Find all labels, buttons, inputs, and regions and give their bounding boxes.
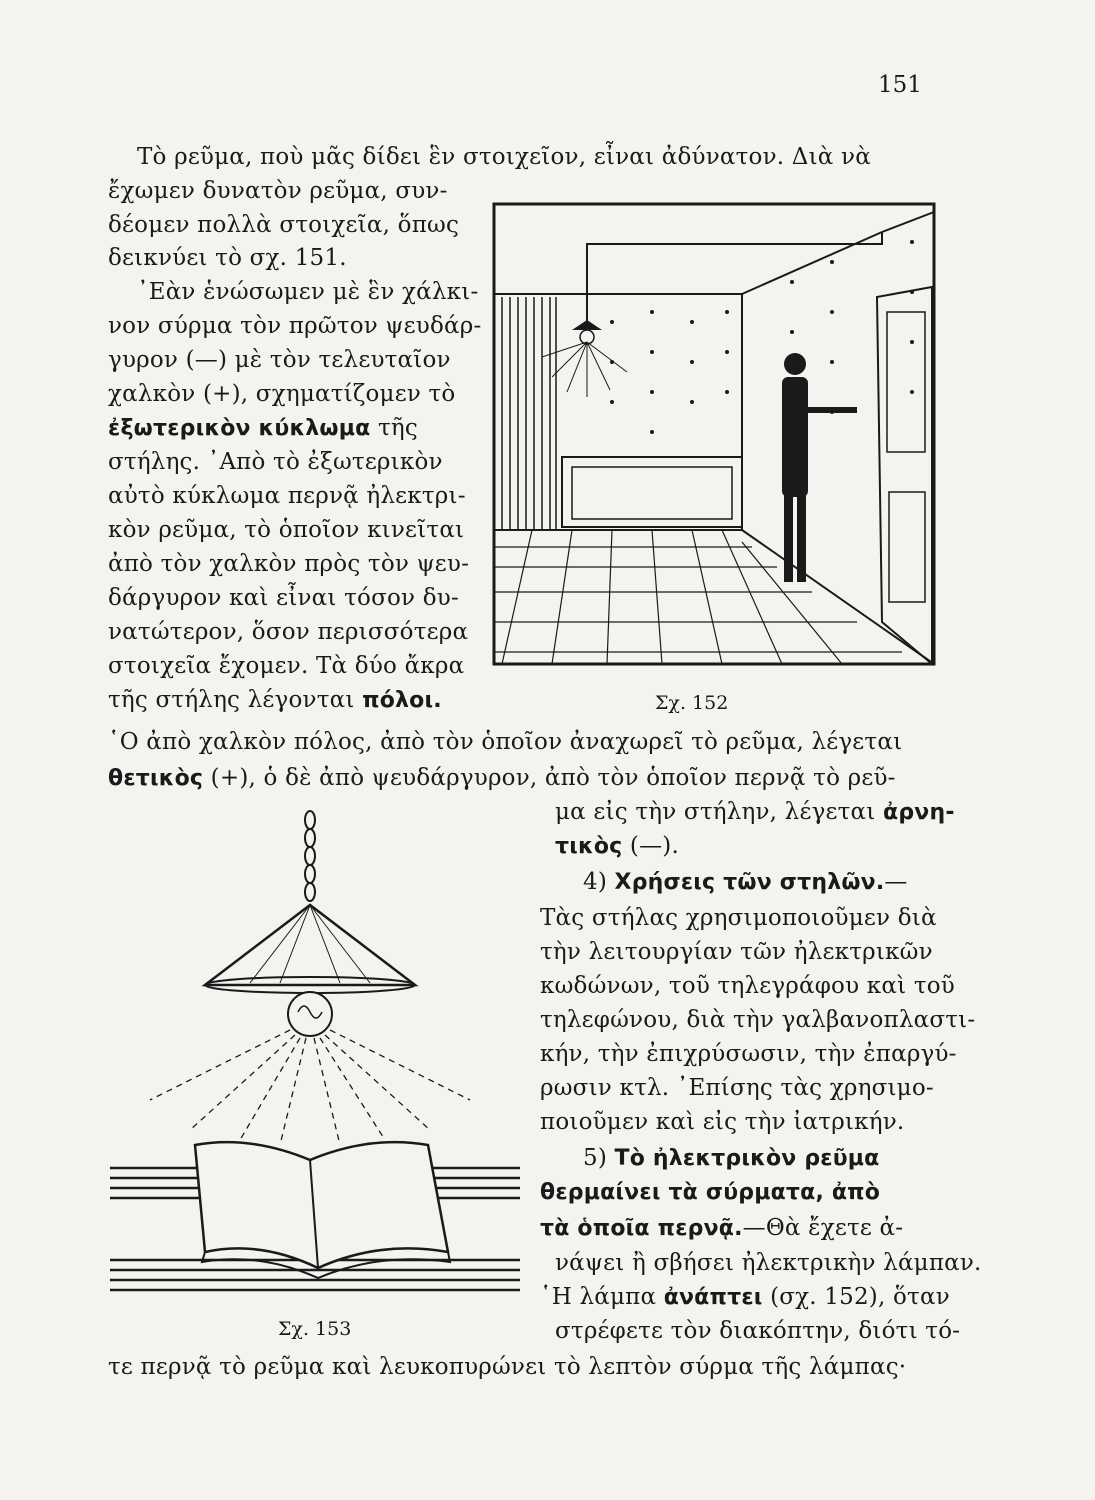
- text-line: τηλεφώνου, διὰ τὴν γαλβανοπλαστι-: [540, 1007, 976, 1033]
- text-span: (—).: [622, 833, 679, 859]
- text-span: —: [884, 869, 908, 895]
- figure-152-room-illustration: [492, 202, 938, 668]
- text-line: νον σύρμα τὸν πρῶτον ψευδάρ-: [108, 313, 482, 339]
- heading-text: Τὸ ἠλεκτρικὸν ρεῦμα: [614, 1146, 880, 1171]
- text-span: ῾Η λάμπα: [540, 1284, 664, 1310]
- text-line: [108, 763, 896, 794]
- text-line: δέομεν πολλὰ στοιχεῖα, ὅπως: [108, 212, 460, 238]
- figure-153-caption: Σχ. 153: [278, 1318, 352, 1340]
- figure-153-lamp-illustration: [110, 800, 530, 1310]
- bold-term: πόλοι.: [362, 688, 442, 713]
- text-line: [540, 1213, 903, 1244]
- text-span: —Θὰ ἔχετε ἀ-: [742, 1215, 904, 1241]
- text-line: νατώτερον, ὅσον περισσότερα: [108, 619, 469, 645]
- text-line: ἔχωμεν δυνατὸν ρεῦμα, συν-: [108, 178, 448, 204]
- text-line: στοιχεῖα ἔχομεν. Τὰ δύο ἄκρα: [108, 653, 465, 679]
- bold-term: τικὸς: [555, 834, 623, 859]
- text-line: κωδώνων, τοῦ τηλεγράφου καὶ τοῦ: [540, 973, 955, 999]
- text-line: [555, 797, 955, 828]
- text-line: τὴν λειτουργίαν τῶν ἠλεκτρικῶν: [540, 939, 933, 965]
- bold-term: ἐξωτερικὸν κύκλωμα: [108, 416, 371, 441]
- heading-text: θερμαίνει τὰ σύρματα, ἀπὸ: [540, 1180, 881, 1205]
- text-line: [540, 1282, 950, 1313]
- section-number: 4): [583, 869, 608, 895]
- text-line: κὸν ρεῦμα, τὸ ὁποῖον κινεῖται: [108, 517, 465, 543]
- bold-term: θετικὸς: [108, 766, 204, 791]
- text-line: ποιοῦμεν καὶ εἰς τὴν ἰατρικήν.: [540, 1109, 905, 1135]
- figure-152-caption: Σχ. 152: [655, 692, 729, 714]
- text-span: (σχ. 152), ὅταν: [762, 1284, 950, 1310]
- text-line: κήν, τὴν ἐπιχρύσωσιν, τὴν ἐπαργύ-: [540, 1041, 957, 1067]
- bold-term: ἀρνη-: [883, 800, 955, 825]
- text-line: ρωσιν κτλ. ᾽Επίσης τὰς χρησιμο-: [540, 1075, 934, 1101]
- text-line: στρέφετε τὸν διακόπτην, διότι τό-: [555, 1318, 961, 1344]
- text-span: μα εἰς τὴν στήλην, λέγεται: [555, 799, 884, 825]
- page-number: 151: [878, 72, 922, 98]
- text-line: Τὸ ρεῦμα, ποὺ μᾶς δίδει ἓν στοιχεῖον, εἶναι ἀδύνατον. Διὰ νὰ: [137, 144, 871, 170]
- text-line: νάψει ἢ σβήσει ἠλεκτρικὴν λάμπαν.: [555, 1250, 982, 1276]
- text-span: (+), ὁ δὲ ἀπὸ ψευδάργυρον, ἀπὸ τὸν ὁποῖον περνᾷ τὸ ρεῦ-: [203, 765, 896, 791]
- text-line: ἀπὸ τὸν χαλκὸν πρὸς τὸν ψευ-: [108, 551, 470, 577]
- text-span: τῆς στήλης λέγονται: [108, 687, 363, 713]
- bold-term: ἀνάπτει: [663, 1285, 763, 1310]
- text-span: τῆς: [370, 415, 418, 441]
- section-4-heading: [583, 867, 908, 898]
- heading-text: Χρήσεις τῶν στηλῶν.: [614, 870, 885, 895]
- text-line: στήλης. ᾽Απὸ τὸ ἐξωτερικὸν: [108, 449, 443, 475]
- text-line: δάργυρον καὶ εἶναι τόσον δυ-: [108, 585, 459, 611]
- text-line: ᾽Εὰν ἑνώσωμεν μὲ ἓν χάλκι-: [137, 279, 479, 305]
- text-line: αὐτὸ κύκλωμα περνᾷ ἠλεκτρι-: [108, 483, 466, 509]
- section-5-heading: [583, 1143, 879, 1174]
- text-line: ῾Ο ἀπὸ χαλκὸν πόλος, ἀπὸ τὸν ὁποῖον ἀναχωρεῖ τὸ ρεῦμα, λέγεται: [108, 729, 903, 755]
- text-line: δεικνύει τὸ σχ. 151.: [108, 245, 347, 271]
- text-line: γυρον (—) μὲ τὸν τελευταῖον: [108, 347, 451, 373]
- section-number: 5): [583, 1145, 608, 1171]
- text-line: [108, 413, 418, 444]
- text-line: [555, 831, 679, 862]
- lamp-book-drawing: [110, 800, 530, 1310]
- text-line: τε περνᾷ τὸ ρεῦμα καὶ λευκοπυρώνει τὸ λεπτὸν σύρμα τῆς λάμπας·: [108, 1354, 907, 1380]
- text-line: [108, 685, 442, 716]
- heading-text: τὰ ὁποῖα περνᾷ.: [540, 1216, 743, 1241]
- text-line: χαλκὸν (+), σχηματίζομεν τὸ: [108, 381, 456, 407]
- text-line: Τὰς στήλας χρησιμοποιοῦμεν διὰ: [540, 905, 937, 931]
- room-drawing: [492, 202, 938, 668]
